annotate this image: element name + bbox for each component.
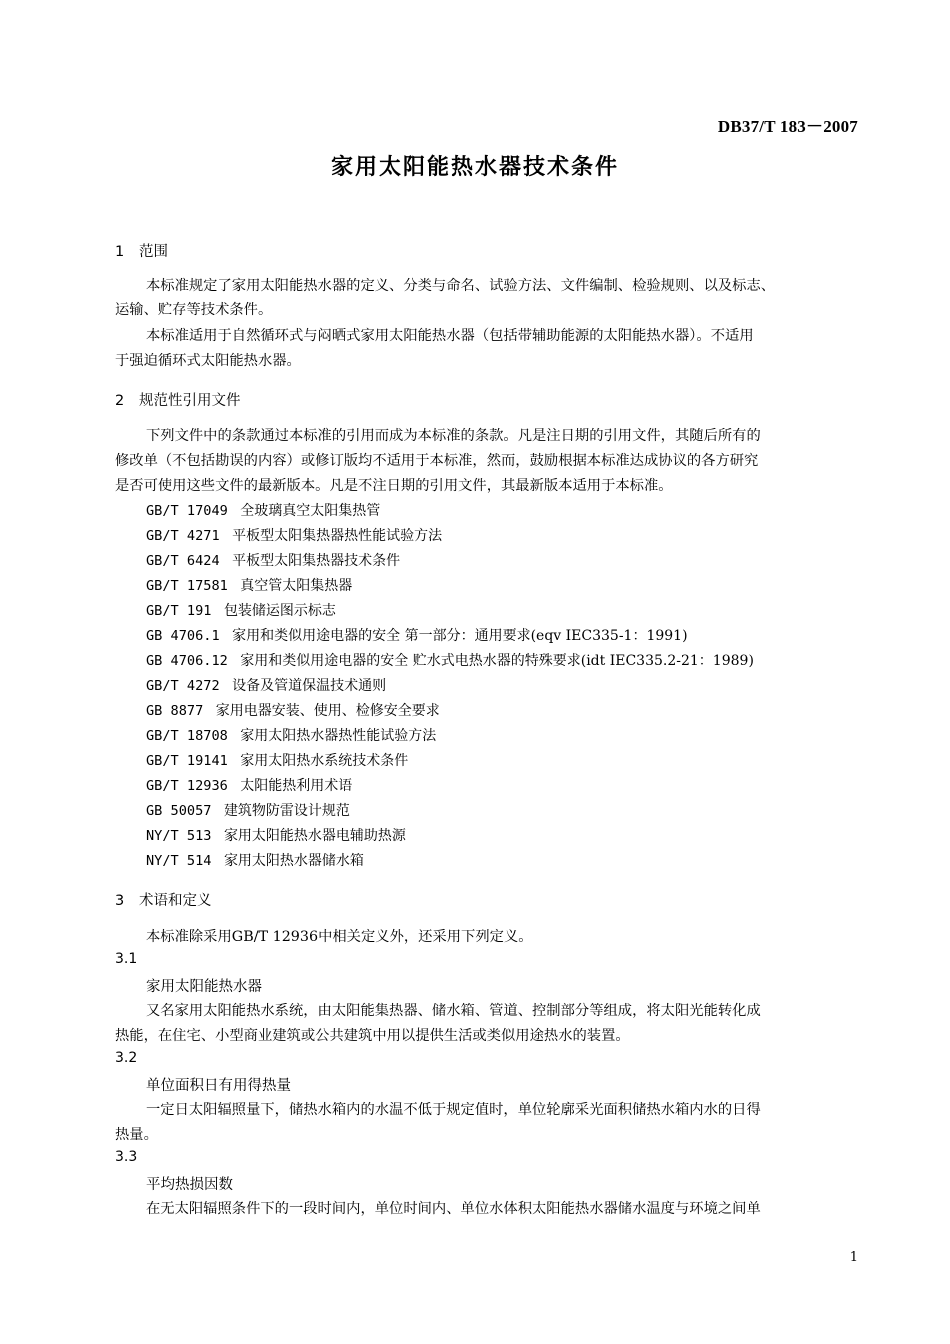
section-1-heading bbox=[115, 240, 168, 261]
term-name: 平均热损因数 bbox=[146, 1177, 233, 1193]
term-number: 3.1 bbox=[115, 951, 138, 967]
section-title: 术语和定义 bbox=[139, 893, 212, 909]
term-number: 3.2 bbox=[115, 1050, 138, 1066]
reference-item: GB/T 4272 设备及管道保温技术通则 bbox=[146, 678, 387, 694]
section-number: 2 bbox=[115, 393, 125, 409]
reference-item: GB/T 4271 平板型太阳集热器热性能试验方法 bbox=[146, 528, 443, 544]
section-3-heading bbox=[115, 889, 212, 910]
term-number: 3.3 bbox=[115, 1149, 138, 1165]
reference-item: GB/T 191 包装储运图示标志 bbox=[146, 603, 336, 619]
reference-item: NY/T 514 家用太阳热水器储水箱 bbox=[146, 853, 364, 869]
section-number: 3 bbox=[115, 893, 125, 909]
paragraph-line: 本标准规定了家用太阳能热水器的定义、分类与命名、试验方法、文件编制、检验规则、以及标志、 bbox=[146, 278, 776, 294]
section-number: 1 bbox=[115, 244, 125, 260]
paragraph-line: 一定日太阳辐照量下，储热水箱内的水温不低于规定值时，单位轮廓采光面积储热水箱内水的日得 bbox=[146, 1102, 761, 1118]
paragraph-line: 于强迫循环式太阳能热水器。 bbox=[115, 353, 301, 369]
term-name: 单位面积日有用得热量 bbox=[146, 1078, 291, 1094]
reference-item: GB 4706.1 家用和类似用途电器的安全 第一部分：通用要求(eqv IEC335-1：1991) bbox=[146, 628, 688, 644]
reference-item: GB 50057 建筑物防雷设计规范 bbox=[146, 803, 350, 819]
paragraph-line: 在无太阳辐照条件下的一段时间内，单位时间内、单位水体积太阳能热水器储水温度与环境之间单 bbox=[146, 1201, 761, 1217]
reference-item: GB/T 18708 家用太阳热水器热性能试验方法 bbox=[146, 728, 437, 744]
term-name: 家用太阳能热水器 bbox=[146, 979, 262, 995]
reference-item: GB/T 6424 平板型太阳集热器技术条件 bbox=[146, 553, 401, 569]
paragraph-line: 下列文件中的条款通过本标准的引用而成为本标准的条款。凡是注日期的引用文件，其随后所有的 bbox=[146, 428, 761, 444]
standard-code: DB37/T 183－2007 bbox=[717, 117, 858, 136]
paragraph-line: 热能，在住宅、小型商业建筑或公共建筑中用以提供生活或类似用途热水的装置。 bbox=[115, 1028, 630, 1044]
paragraph-line: 是否可使用这些文件的最新版本。凡是不注日期的引用文件，其最新版本适用于本标准。 bbox=[115, 478, 673, 494]
section-title: 规范性引用文件 bbox=[139, 393, 241, 409]
reference-item: GB 8877 家用电器安装、使用、检修安全要求 bbox=[146, 703, 440, 719]
paragraph-line: 热量。 bbox=[115, 1127, 158, 1143]
page-number: 1 bbox=[849, 1250, 858, 1265]
reference-item: NY/T 513 家用太阳能热水器电辅助热源 bbox=[146, 828, 406, 844]
paragraph-line: 运输、贮存等技术条件。 bbox=[115, 302, 273, 318]
section-2-heading bbox=[115, 389, 241, 410]
reference-item: GB 4706.12 家用和类似用途电器的安全 贮水式电热水器的特殊要求(idt IEC335.2-21：1989) bbox=[146, 653, 754, 669]
paragraph-line: 本标准适用于自然循环式与闷晒式家用太阳能热水器（包括带辅助能源的太阳能热水器）。不适用 bbox=[146, 328, 754, 344]
paragraph-line: 修改单（不包括勘误的内容）或修订版均不适用于本标准，然而，鼓励根据本标准达成协议的各方研究 bbox=[115, 453, 759, 469]
paragraph-line: 又名家用太阳能热水系统，由太阳能集热器、储水箱、管道、控制部分等组成，将太阳光能转化成 bbox=[146, 1003, 761, 1019]
section-title: 范围 bbox=[139, 244, 168, 260]
reference-item: GB/T 17049 全玻璃真空太阳集热管 bbox=[146, 503, 381, 519]
reference-item: GB/T 19141 家用太阳热水系统技术条件 bbox=[146, 753, 409, 769]
paragraph-line: 本标准除采用GB/T 12936中相关定义外，还采用下列定义。 bbox=[146, 929, 533, 945]
reference-item: GB/T 12936 太阳能热利用术语 bbox=[146, 778, 353, 794]
reference-item: GB/T 17581 真空管太阳集热器 bbox=[146, 578, 353, 594]
document-title: 家用太阳能热水器技术条件 bbox=[330, 155, 619, 180]
